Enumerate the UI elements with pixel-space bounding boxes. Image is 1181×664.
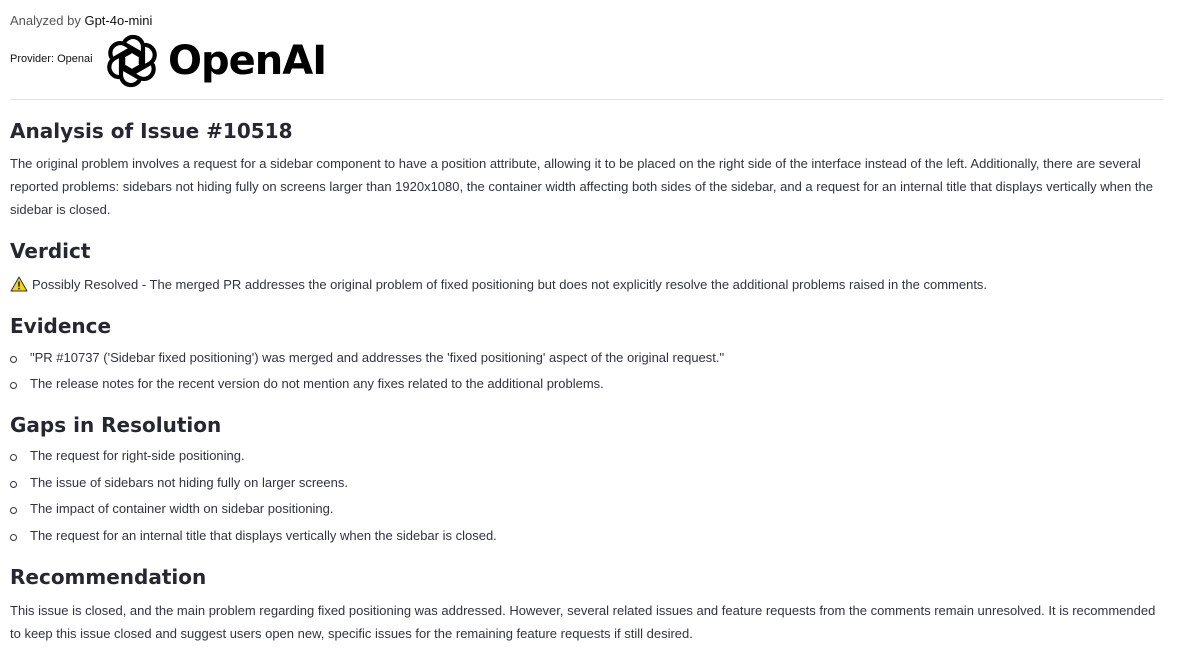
openai-wordmark: OpenAI bbox=[168, 38, 327, 84]
openai-logo bbox=[102, 31, 326, 91]
analysis-body: The original problem involves a request for a sidebar component to have a position attribute, allowing it to be placed on the right side of the interface instead of the left. Additionally, there are several reported problems: sidebars not hiding fully on screens larger than 1920x1080, the container width affecting both sides of the sidebar, and a request for an internal title that displays vertically when the sidebar is closed. bbox=[10, 156, 1154, 217]
analysis-heading: Analysis of Issue #10518 bbox=[10, 119, 293, 143]
verdict-text: Possibly Resolved - The merged PR addresses the original problem of fixed positioning but does not explicitly resolve the additional problems raised in the comments. bbox=[32, 276, 988, 292]
model-name: Gpt-4o-mini bbox=[84, 13, 153, 28]
list-item: The request for an internal title that displays vertically when the sidebar is closed. bbox=[10, 528, 497, 555]
list-item: The request for right-side positioning. bbox=[10, 448, 497, 475]
recommendation-heading: Recommendation bbox=[10, 565, 207, 589]
gaps-heading: Gaps in Resolution bbox=[10, 413, 222, 437]
verdict-heading: Verdict bbox=[10, 239, 91, 263]
openai-logo-icon bbox=[102, 31, 162, 91]
analyzed-by-label: Analyzed by bbox=[10, 13, 81, 28]
evidence-heading: Evidence bbox=[10, 314, 112, 338]
list-item: "PR #10737 ('Sidebar fixed positioning') was merged and addresses the 'fixed positioning' aspect of the original request." bbox=[10, 350, 724, 376]
verdict-line bbox=[10, 276, 987, 292]
list-item: The impact of container width on sidebar positioning. bbox=[10, 501, 497, 528]
list-item: The release notes for the recent version do not mention any fixes related to the additional problems. bbox=[10, 376, 724, 402]
gaps-list bbox=[10, 448, 497, 554]
evidence-list bbox=[10, 350, 724, 402]
list-item: The issue of sidebars not hiding fully on larger screens. bbox=[10, 475, 497, 502]
recommendation-body: This issue is closed, and the main problem regarding fixed positioning was addressed. However, several related issues and feature requests from the comments remain unresolved. It is recommended to keep this issue closed and suggest users open new, specific issues for the remaining feature requests if still desired. bbox=[10, 603, 1156, 641]
divider bbox=[10, 99, 1163, 100]
analyzed-by-line bbox=[10, 13, 152, 28]
provider-label: Provider: Openai bbox=[10, 53, 93, 65]
warning-icon bbox=[10, 276, 28, 292]
